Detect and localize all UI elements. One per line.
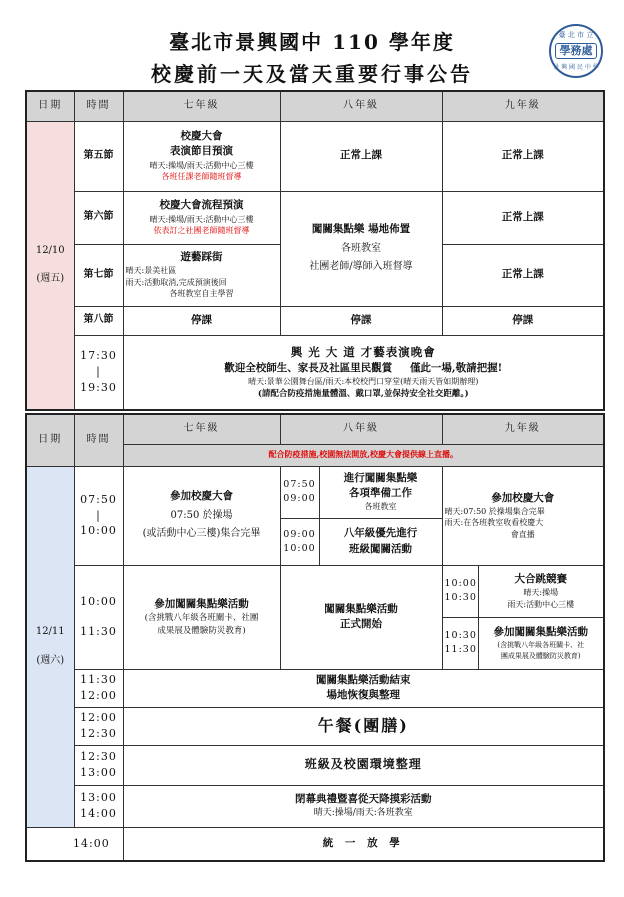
table-row-period5 (26, 121, 604, 191)
activity-title: 遊藝踩街 (180, 251, 223, 263)
event-health-note: (請配合防疫措施量體溫、戴口罩,並保持安全社交距離。) (257, 388, 469, 399)
activity-note: (或活動中心三樓)集合完畢 (142, 528, 261, 540)
sub-time-start: 09:00 (283, 528, 316, 540)
sub-time-end: 10:00 (283, 542, 316, 554)
date-cell-day2 (26, 466, 74, 827)
activity-title: 參加校慶大會 (170, 490, 233, 503)
time-cell (74, 707, 123, 745)
table-row-lunch (26, 707, 604, 745)
dismissal-cell: 統 一 放 學 (123, 827, 604, 861)
seal-bottom-text: 景 興 國 民 中 學 (553, 64, 599, 71)
activity-title: 參加校慶大會 (491, 491, 555, 504)
date-text: 12/11 (35, 626, 65, 637)
time-end: 12:00 (80, 689, 117, 702)
livestream-notice: 配合防疫措施,校園無法開放,校慶大會提供線上直播。 (123, 444, 604, 466)
time-cell (74, 466, 123, 565)
time-end: 12:30 (80, 727, 117, 740)
header-grade8: 八年級 (280, 414, 442, 444)
header-time: 時間 (74, 414, 123, 466)
time-start: 13:00 (80, 791, 117, 805)
table-header-row (26, 91, 604, 121)
activity-note: 會直播 (510, 529, 535, 539)
period-label: 第六節 (74, 191, 123, 244)
header-date: 日期 (26, 91, 74, 121)
weekday-text: (週六) (36, 654, 65, 666)
event-invitation-text: 歡迎全校師生、家長及社區里民觀賞 (224, 362, 393, 375)
time-start: 12:30 (80, 750, 117, 764)
time-start: 10:00 (80, 595, 117, 609)
activity-title: 閉幕典禮暨喜從天降摸彩活動 (295, 792, 432, 805)
activity-location: 晴天:操場/雨天:各班教室 (313, 808, 413, 819)
grade9-activity-cell: 正常上課 (442, 244, 604, 306)
table-row-midmorning (26, 565, 604, 617)
supervision-note: 各班任課老師隨班督導 (161, 172, 242, 182)
date-cell-day1 (26, 121, 74, 410)
period-label: 第五節 (74, 121, 123, 191)
schedule-table-day1 (25, 90, 605, 411)
grade8-activity-cell: 正常上課 (280, 121, 442, 191)
activity-title: 闖關集點樂活動結束 (316, 673, 411, 686)
weekday-text: (週五) (36, 273, 65, 285)
time-cell (74, 565, 123, 669)
period-label: 第七節 (74, 244, 123, 306)
activity-title: 參加闖關集點樂活動 (154, 598, 249, 611)
event-location: 晴天:景華公園舞台區/雨天:本校校門口穿堂(晴天雨天皆如期辦理) (248, 377, 479, 387)
all-grades-activity-cell (123, 669, 604, 707)
sub-time-end: 09:00 (283, 493, 316, 504)
seal-top-text: 臺 北 市 立 (558, 31, 594, 39)
activity-note: 團成果展及體驗防災教育) (500, 651, 581, 660)
time-cell (74, 785, 123, 827)
lunch-cell: 午餐(團膳) (123, 707, 604, 745)
sub-time-end: 10:30 (444, 592, 477, 603)
time-end: 19:30 (80, 381, 117, 395)
grade9-activity-cell (478, 565, 604, 617)
activity-title: 闖關集點樂活動 (324, 602, 398, 615)
sub-time-start: 10:30 (444, 630, 477, 642)
grade9-activity-cell: 正常上課 (442, 121, 604, 191)
table-row-period8 (26, 306, 604, 335)
activity-location: 各班教室 (341, 242, 381, 254)
header-time: 時間 (74, 91, 123, 121)
cleanup-cell: 班級及校園環境整理 (123, 745, 604, 785)
table-row-cleanup (26, 745, 604, 785)
header-grade7: 七年級 (123, 91, 280, 121)
activity-title-2: 各項準備工作 (349, 487, 412, 500)
time-start: 07:50 (80, 492, 117, 506)
activity-note: 雨天:活動中心三樓 (507, 599, 575, 609)
grade9-activity-cell (442, 466, 604, 565)
grade8-activity-cell (319, 466, 442, 518)
header-grade7: 七年級 (123, 414, 280, 444)
grade8-activity-cell (280, 565, 442, 669)
table-row-period6 (26, 191, 604, 244)
event-invitation (126, 361, 602, 376)
date-text: 12/10 (35, 244, 65, 256)
activity-title-2: 表演節目預演 (170, 145, 233, 158)
activity-title: 進行闖關集點樂 (343, 471, 418, 484)
school-seal-stamp (549, 24, 603, 78)
time-start: 12:00 (80, 711, 117, 725)
header-grade8: 八年級 (280, 91, 442, 121)
time-start: 11:30 (80, 673, 117, 687)
time-cell (74, 745, 123, 785)
table-row-evening (26, 335, 604, 410)
document-title-line1: 臺北市景興國中 110 學年度 (169, 30, 455, 54)
time-cell (74, 335, 123, 410)
dismissal-time-cell (26, 827, 123, 861)
grade9-activity-cell: 正常上課 (442, 191, 604, 244)
grade9-activity-cell (478, 617, 604, 669)
sub-time-cell (280, 518, 319, 565)
activity-supervisor: 社團老師/導師入班督導 (309, 261, 413, 273)
activity-note: 晴天:操場/雨天:活動中心三樓 (149, 160, 254, 170)
sub-time-cell (442, 565, 478, 617)
activity-note: 晴天:操場 (523, 588, 559, 598)
closing-ceremony-cell (123, 785, 604, 827)
activity-title: 校慶大會流程預演 (159, 199, 244, 212)
sub-time-end: 11:30 (444, 644, 477, 655)
activity-note: 雨天:在各班教室收看校慶大 (444, 518, 544, 528)
activity-title: 闖關集點樂 場地佈置 (311, 223, 411, 236)
header-grade9: 九年級 (442, 91, 604, 121)
grade8-activity-cell (280, 191, 442, 306)
sub-time-cell (280, 466, 319, 518)
activity-note: 晴天:07:50 於操場集合完畢 (444, 506, 545, 516)
activity-note: 晴天:操場/雨天:活動中心三樓 (149, 214, 254, 224)
grade9-activity-cell: 停課 (442, 306, 604, 335)
header-date: 日期 (26, 414, 74, 466)
time-end: 10:00 (80, 524, 117, 538)
sub-time-cell (442, 617, 478, 669)
grade7-activity-cell (123, 121, 280, 191)
time-end: 13:00 (80, 766, 117, 779)
activity-note: 晴天:景美社區 (125, 266, 177, 276)
grade7-activity-cell (123, 191, 280, 244)
period-label: 第八節 (74, 306, 123, 335)
table-header-row (26, 414, 604, 444)
time-end: 14:00 (80, 807, 117, 820)
sub-time-start: 10:00 (444, 578, 477, 590)
table-row-dismissal (26, 827, 604, 861)
event-title: 興 光 大 道 才藝表演晚會 (290, 345, 436, 360)
activity-title: 八年級優先進行 (343, 527, 418, 540)
time-start: 17:30 (80, 349, 117, 363)
activity-time-place: 07:50 於操場 (170, 509, 233, 521)
time-separator: | (96, 365, 101, 379)
time-start: 14:00 (73, 836, 110, 850)
activity-title-2: 班級闖關活動 (349, 542, 412, 555)
table-row-1130 (26, 669, 604, 707)
grade8-activity-cell (319, 518, 442, 565)
table-row-morning (26, 466, 604, 518)
activity-note: 雨天:活動取消,完成預演後回 (125, 277, 227, 287)
activity-location: 各班教室 (364, 502, 397, 512)
time-separator: | (96, 508, 101, 522)
time-end: 11:30 (80, 625, 117, 638)
activity-note: (含挑戰八年級各班關卡、社團 (144, 613, 259, 624)
event-invitation-note: 僅此一場,敬請把握! (409, 362, 503, 375)
activity-title-2: 正式開始 (340, 618, 382, 630)
evening-event-cell (123, 335, 604, 410)
activity-note: 成果展及體驗防災教育) (157, 625, 246, 636)
supervision-note: 依表訂之社團老師隨班督導 (153, 226, 250, 236)
activity-title: 大合跳競賽 (514, 572, 567, 585)
seal-middle-text: 學務處 (555, 43, 597, 59)
grade7-activity-cell (123, 244, 280, 306)
header-grade9: 九年級 (442, 414, 604, 444)
activity-note: (含挑戰八年級各班關卡、社 (497, 641, 585, 650)
grade7-activity-cell (123, 565, 280, 669)
activity-title-2: 場地恢復與整理 (326, 689, 400, 701)
activity-note: 各班教室自主學習 (169, 289, 234, 299)
schedule-table-day2 (25, 413, 605, 862)
time-cell (74, 669, 123, 707)
activity-title: 校慶大會 (180, 130, 223, 143)
table-row-closing (26, 785, 604, 827)
grade8-activity-cell: 停課 (280, 306, 442, 335)
sub-time-start: 07:50 (283, 479, 316, 491)
activity-title: 參加闖關集點樂活動 (493, 626, 588, 639)
document-title-line2: 校慶前一天及當天重要行事公告 (151, 62, 473, 86)
grade7-activity-cell (123, 466, 280, 565)
grade7-activity-cell: 停課 (123, 306, 280, 335)
